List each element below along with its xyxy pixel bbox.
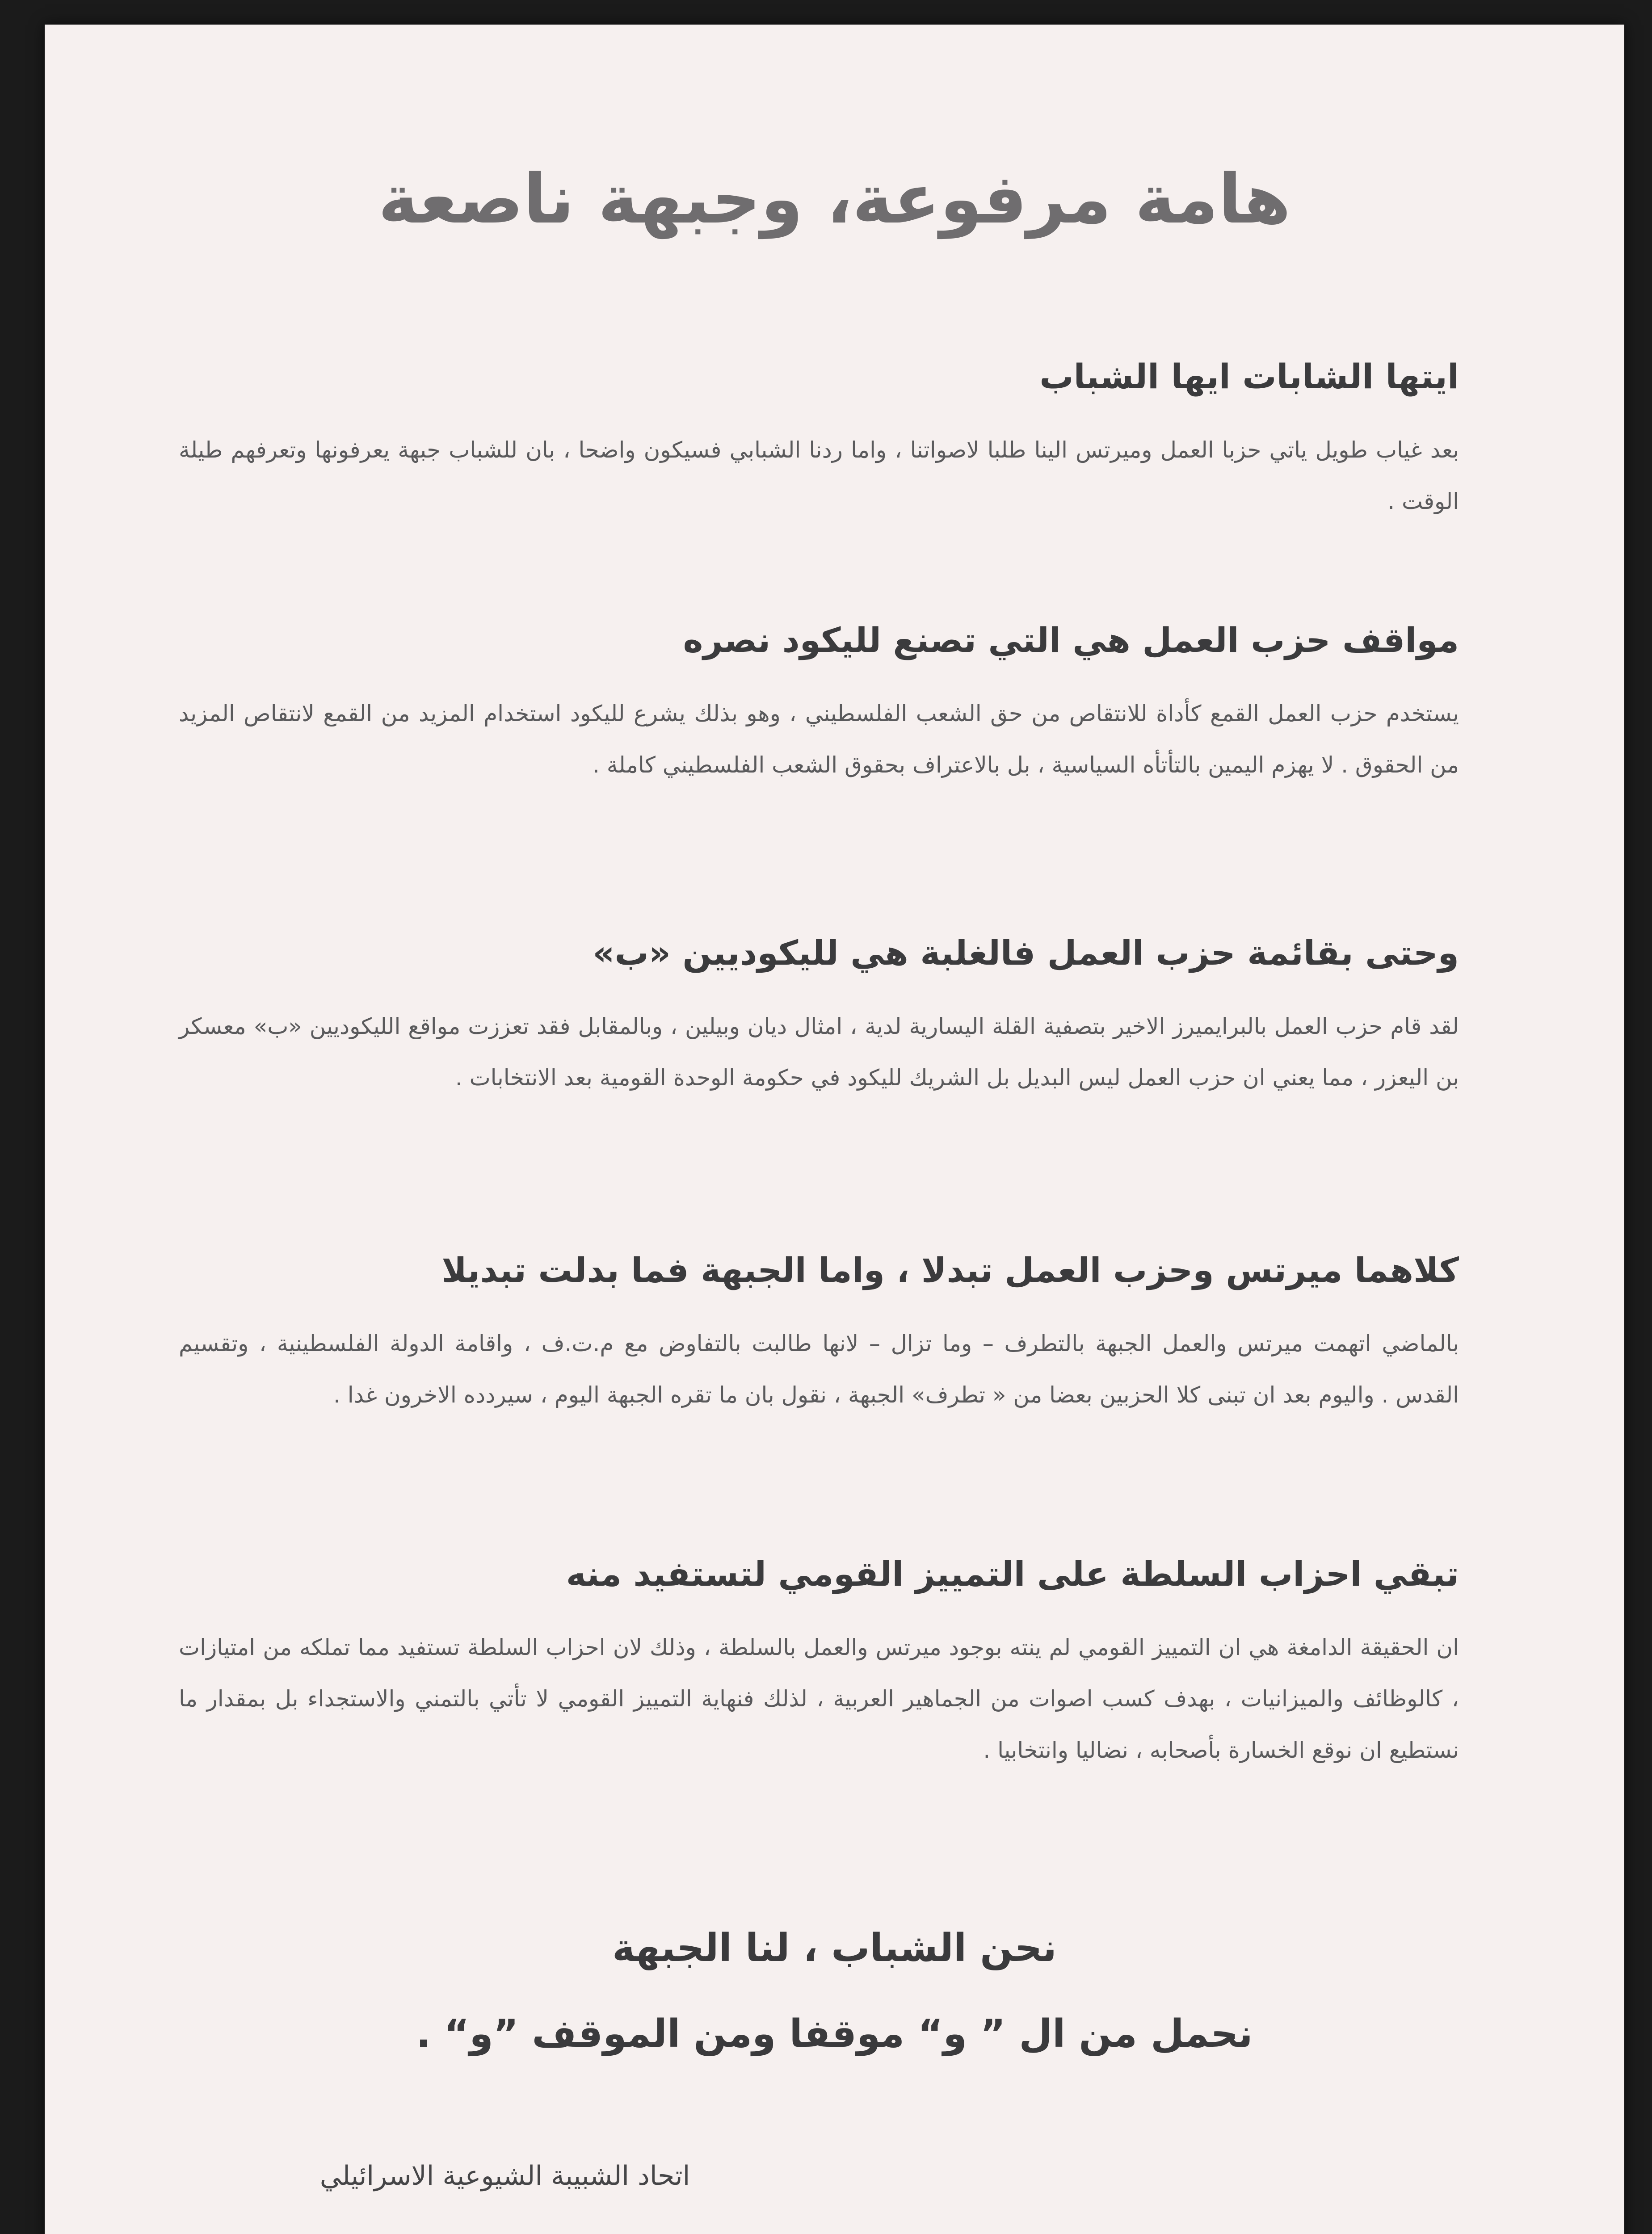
section-heading: ايتها الشابات ايها الشباب (1039, 357, 1459, 396)
section-labor-positions (179, 619, 1459, 791)
slogan-line: نحن الشباب ، لنا الجبهة (612, 1926, 1057, 1970)
section-body: ان الحقيقة الدامغة هي ان التمييز القومي لم ينته بوجود ميرتس والعمل بالسلطة ، وذلك لان احزاب السلطة تستفيد مما تملكه من امتيازات ، كالوظائف والميزانيات ، بهدف كسب اصوات من الجماهير العربية ، لذلك فنهاية التمييز القومي لا تأتي بالتمني والاستجداء بل بمقدار ما نستطيع ان نوقع الخسارة بأصحابه ، نضاليا وانتخابيا . (179, 1634, 1459, 1763)
section-body: لقد قام حزب العمل بالبرايميرز الاخير بتصفية القلة اليسارية لدية ، امثال ديان وبيلين ، وبالمقابل فقد تعززت مواقع الليكوديين «ب» معسكر بن اليعزر ، مما يعني ان حزب العمل ليس البديل بل الشريك لليكود في حكومة الوحدة القومية بعد الانتخابات . (179, 1013, 1459, 1091)
slogan-line: نحمل من ال ” و“ موقفا ومن الموقف ”و“ . (416, 2011, 1253, 2056)
section-heading: مواقف حزب العمل هي التي تصنع لليكود نصره (683, 620, 1459, 660)
section-heading: وحتى بقائمة حزب العمل فالغلبة هي لليكوديين «ب» (593, 933, 1459, 973)
closing-slogans (268, 1923, 1401, 2095)
leaflet-content (45, 25, 1624, 2234)
section-national-discrimination (179, 1553, 1459, 1776)
leaflet-page (45, 25, 1624, 2234)
section-both-changed (179, 1249, 1459, 1421)
section-body: بالماضي اتهمت ميرتس والعمل الجبهة بالتطرف – وما تزال – لانها طالبت بالتفاوض مع م.ت.ف ، واقامة الدولة الفلسطينية ، وتقسيم القدس . واليوم بعد ان تبنى كلا الحزبين بعضا من « تطرف» الجبهة ، نقول بان ما تقره الجبهة اليوم ، سيردده الاخرون غدا . (179, 1331, 1459, 1408)
section-heading: تبقي احزاب السلطة على التمييز القومي لتستفيد منه (566, 1554, 1459, 1594)
signature: اتحاد الشبيبة الشيوعية الاسرائيلي (319, 2160, 690, 2192)
section-body: بعد غياب طويل ياتي حزبا العمل وميرتس الينا طلبا لاصواتنا ، واما ردنا الشبابي فسيكون واضحا ، بان للشباب جبهة يعرفونها وتعرفهم طيلة الوقت . (179, 437, 1459, 514)
section-labor-list (179, 932, 1459, 1104)
section-youth-address (179, 355, 1459, 527)
section-heading: كلاهما ميرتس وحزب العمل تبدلا ، واما الجبهة فما بدلت تبديلا (441, 1250, 1459, 1290)
section-body: يستخدم حزب العمل القمع كأداة للانتقاص من حق الشعب الفلسطيني ، وهو بذلك يشرع لليكود استخدام المزيد من القمع لانتقاص المزيد من الحقوق . لا يهزم اليمين بالتأتأه السياسية ، بل بالاعتراف بحقوق الشعب الفلسطيني كاملة . (179, 701, 1459, 778)
leaflet-title: هامة مرفوعة، وجبهة ناصعة (378, 160, 1291, 239)
